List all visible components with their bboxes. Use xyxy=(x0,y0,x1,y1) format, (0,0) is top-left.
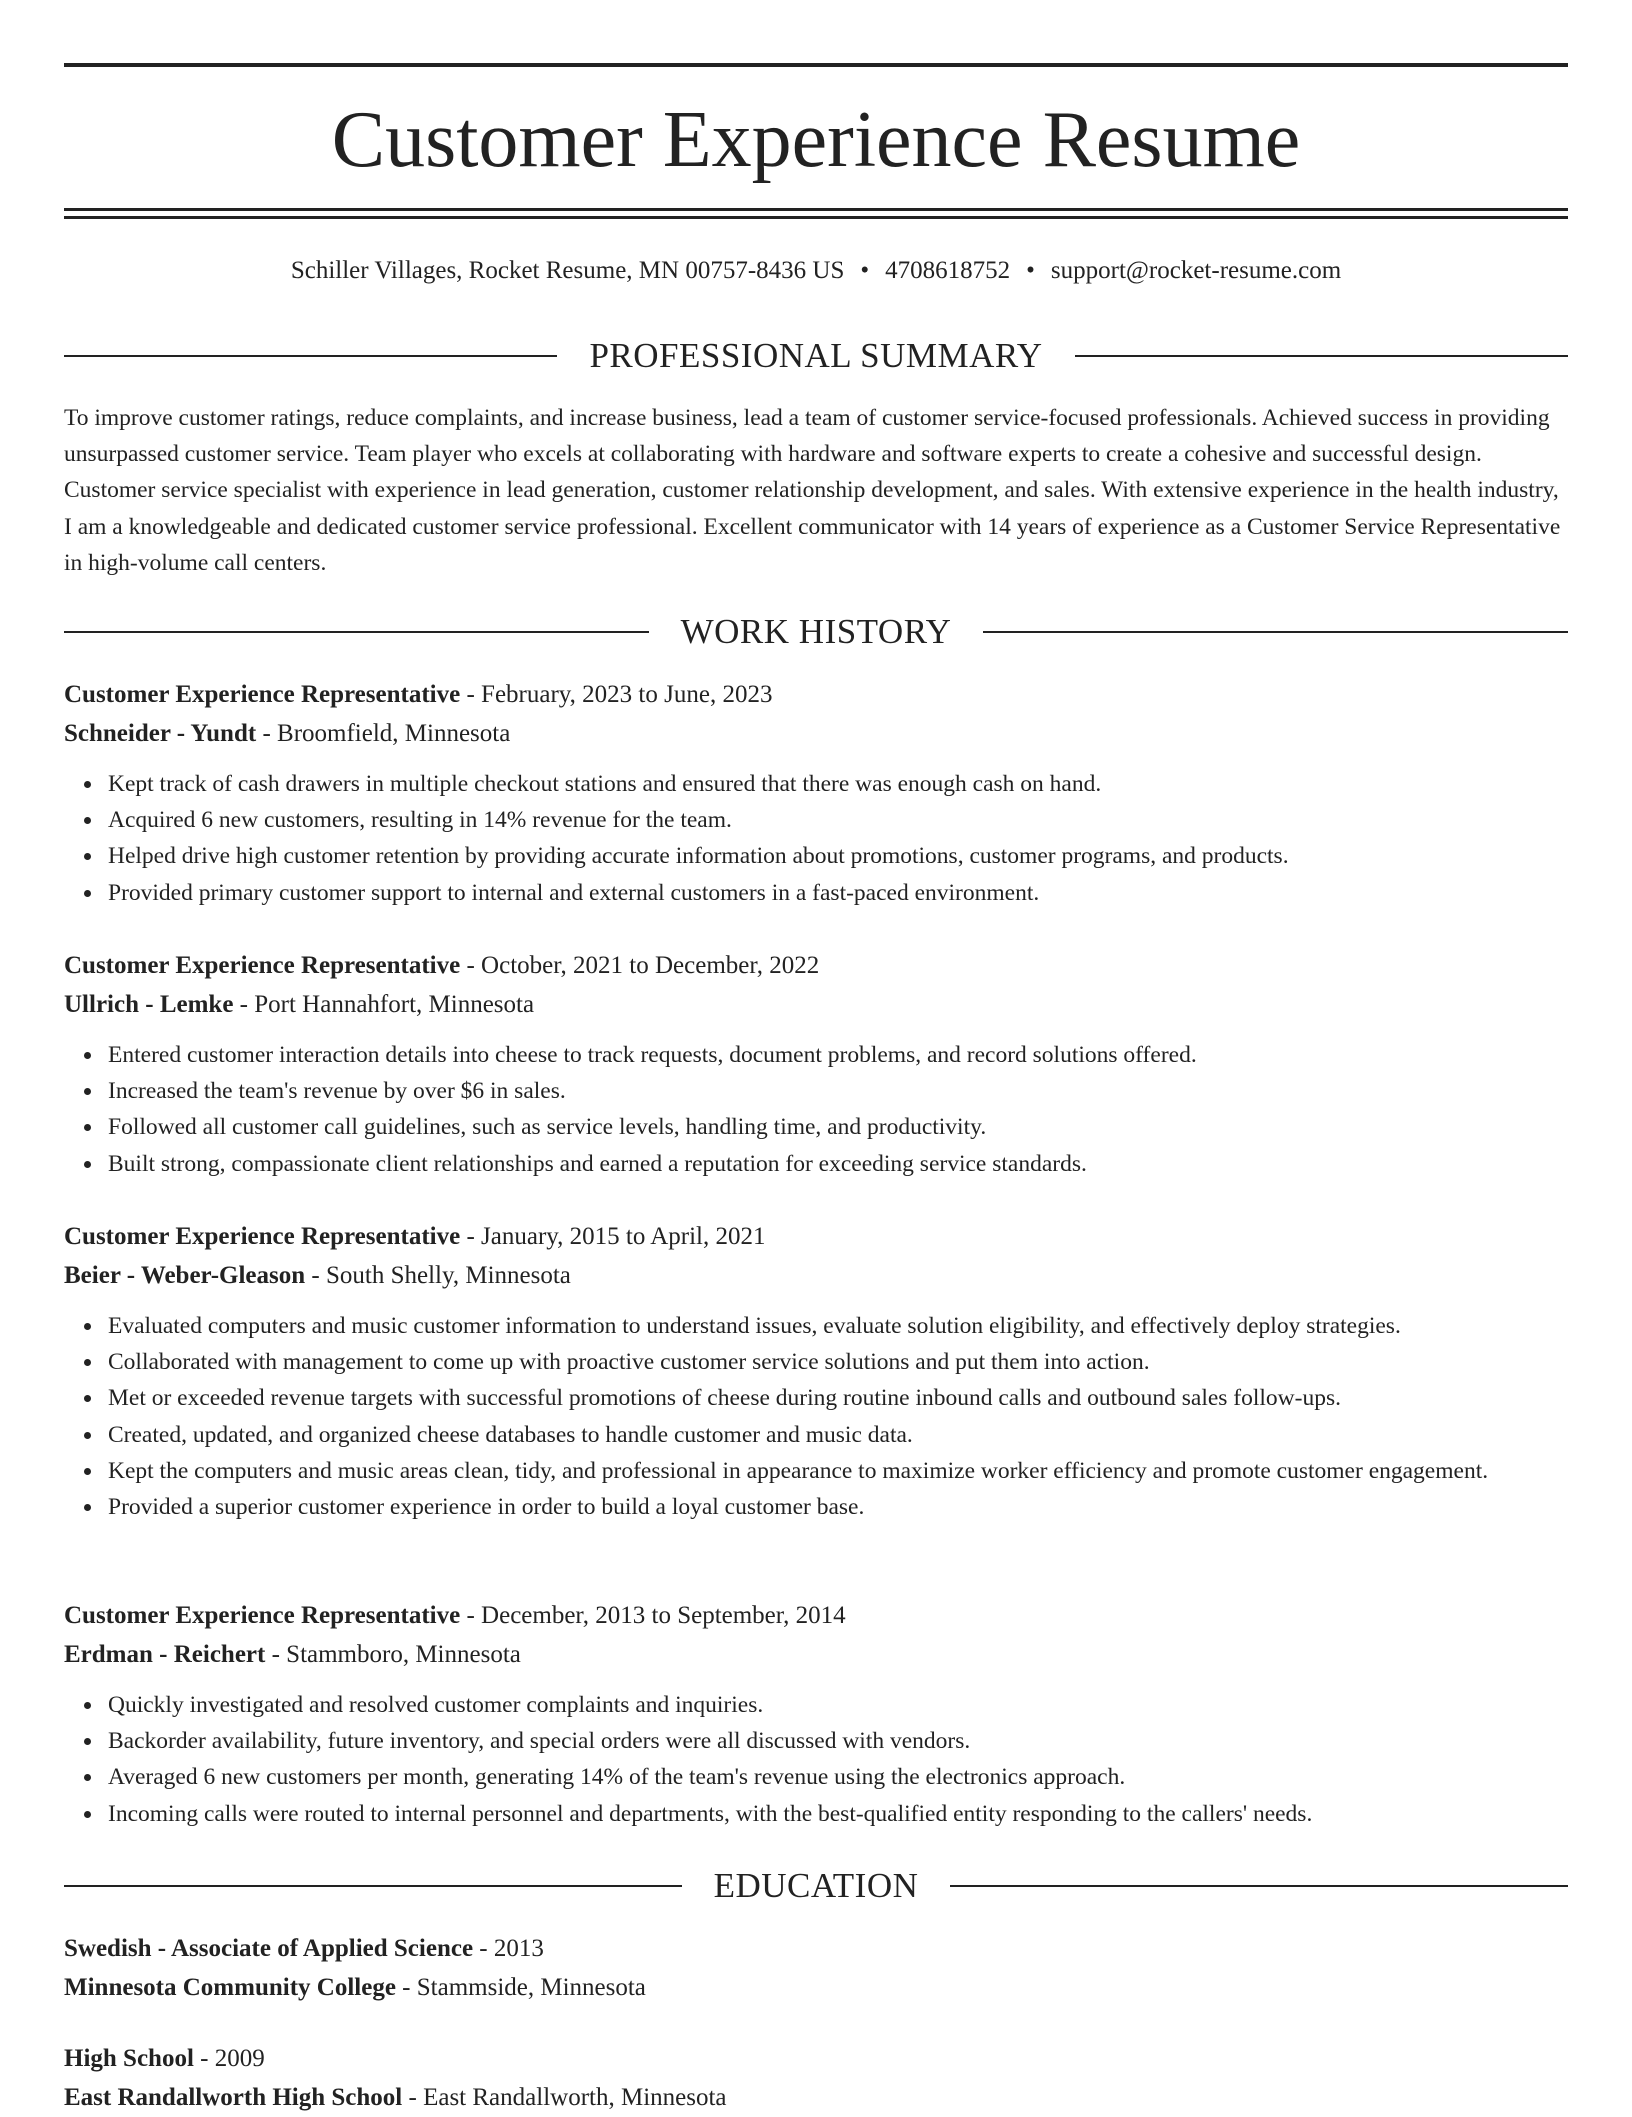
job-bullets xyxy=(64,1037,1568,1182)
job-company: Schneider - Yundt xyxy=(64,720,256,747)
degree-line xyxy=(64,1930,1568,1969)
section-rule xyxy=(64,1885,682,1887)
job-entry xyxy=(64,947,1568,1182)
job-title: Customer Experience Representative xyxy=(64,1602,460,1629)
job-dates: - January, 2015 to April, 2021 xyxy=(460,1223,765,1250)
job-title-line xyxy=(64,947,1568,986)
list-item: Backorder availability, future inventory, and special orders were all discussed with vendors. xyxy=(108,1723,1568,1759)
school-line xyxy=(64,2079,1568,2117)
job-company-line xyxy=(64,1636,1568,1675)
list-item: Incoming calls were routed to internal personnel and departments, with the best-qualified entity responding to the callers' needs. xyxy=(108,1796,1568,1832)
list-item: Kept the computers and music areas clean, tidy, and professional in appearance to maximize worker efficiency and promote customer engagement. xyxy=(108,1453,1568,1489)
list-item: Collaborated with management to come up with proactive customer service solutions and put them into action. xyxy=(108,1344,1568,1380)
school-location: - Stammside, Minnesota xyxy=(396,1974,646,2001)
section-rule xyxy=(64,355,557,357)
job-title-line xyxy=(64,676,1568,715)
list-item: Quickly investigated and resolved customer complaints and inquiries. xyxy=(108,1687,1568,1723)
job-location: - South Shelly, Minnesota xyxy=(305,1262,571,1289)
school-name: Minnesota Community College xyxy=(64,1974,396,2001)
job-location: - Stammboro, Minnesota xyxy=(265,1641,521,1668)
school-name: East Randallworth High School xyxy=(64,2084,402,2111)
list-item: Created, updated, and organized cheese databases to handle customer and music data. xyxy=(108,1417,1568,1453)
list-item: Evaluated computers and music customer information to understand issues, evaluate solution eligibility, and effectively deploy strategies. xyxy=(108,1308,1568,1344)
job-company: Ullrich - Lemke xyxy=(64,991,233,1018)
contact-separator: • xyxy=(1026,254,1035,288)
summary-text: To improve customer ratings, reduce complaints, and increase business, lead a team of customer service-focused professionals. Achieved success in providing unsurpassed customer service. Team player who excels at collaborating with hardware and software experts to create a cohesive and successful design. Customer service specialist with experience in lead generation, customer relationship development, and sales. With extensive experience in the health industry, I am a knowledgeable and dedicated customer service professional. Excellent communicator with 14 years of experience as a Customer Service Representative in high-volume call centers. xyxy=(64,400,1568,581)
list-item: Averaged 6 new customers per month, generating 14% of the team's revenue using the electronics approach. xyxy=(108,1759,1568,1795)
education-entry xyxy=(64,2040,1568,2117)
section-rule xyxy=(983,631,1568,633)
job-company-line xyxy=(64,1257,1568,1296)
job-bullets xyxy=(64,1308,1568,1525)
contact-email: support@rocket-resume.com xyxy=(1051,257,1341,284)
school-line xyxy=(64,1969,1568,2008)
contact-phone: 4708618752 xyxy=(885,257,1010,284)
section-header-work-history xyxy=(64,610,1568,654)
section-rule xyxy=(1075,355,1568,357)
degree-year: - 2009 xyxy=(194,2045,265,2072)
job-bullets xyxy=(64,1687,1568,1832)
list-item: Acquired 6 new customers, resulting in 14% revenue for the team. xyxy=(108,802,1568,838)
job-title-line xyxy=(64,1597,1568,1636)
degree-line xyxy=(64,2040,1568,2079)
section-title: EDUCATION xyxy=(682,1864,951,1908)
section-title: WORK HISTORY xyxy=(649,610,984,654)
list-item: Followed all customer call guidelines, such as service levels, handling time, and productivity. xyxy=(108,1109,1568,1145)
top-rule xyxy=(64,63,1568,67)
section-rule xyxy=(950,1885,1568,1887)
job-dates: - October, 2021 to December, 2022 xyxy=(460,952,819,979)
job-location: - Broomfield, Minnesota xyxy=(256,720,510,747)
list-item: Met or exceeded revenue targets with successful promotions of cheese during routine inbound calls and outbound sales follow-ups. xyxy=(108,1380,1568,1416)
education-entry xyxy=(64,1930,1568,2007)
job-location: - Port Hannahfort, Minnesota xyxy=(233,991,534,1018)
list-item: Kept track of cash drawers in multiple checkout stations and ensured that there was enough cash on hand. xyxy=(108,766,1568,802)
job-title: Customer Experience Representative xyxy=(64,952,460,979)
job-company: Erdman - Reichert xyxy=(64,1641,265,1668)
job-company-line xyxy=(64,986,1568,1025)
contact-line xyxy=(64,254,1568,288)
school-location: - East Randallworth, Minnesota xyxy=(402,2084,726,2111)
list-item: Built strong, compassionate client relationships and earned a reputation for exceeding service standards. xyxy=(108,1146,1568,1182)
degree-name: High School xyxy=(64,2045,194,2072)
job-title: Customer Experience Representative xyxy=(64,1223,460,1250)
list-item: Entered customer interaction details into cheese to track requests, document problems, and record solutions offered. xyxy=(108,1037,1568,1073)
section-rule xyxy=(64,631,649,633)
section-header-summary xyxy=(64,334,1568,378)
job-dates: - December, 2013 to September, 2014 xyxy=(460,1602,845,1629)
job-entry xyxy=(64,676,1568,911)
list-item: Increased the team's revenue by over $6 in sales. xyxy=(108,1073,1568,1109)
section-title: PROFESSIONAL SUMMARY xyxy=(557,334,1074,378)
job-entry xyxy=(64,1218,1568,1525)
title-rule-upper xyxy=(64,208,1568,211)
job-entry xyxy=(64,1597,1568,1832)
contact-address: Schiller Villages, Rocket Resume, MN 00757-8436 US xyxy=(291,257,845,284)
title-rule-lower xyxy=(64,216,1568,219)
list-item: Provided primary customer support to internal and external customers in a fast-paced environment. xyxy=(108,875,1568,911)
list-item: Helped drive high customer retention by providing accurate information about promotions, customer programs, and products. xyxy=(108,838,1568,874)
job-bullets xyxy=(64,766,1568,911)
job-dates: - February, 2023 to June, 2023 xyxy=(460,681,772,708)
job-title: Customer Experience Representative xyxy=(64,681,460,708)
section-header-education xyxy=(64,1864,1568,1908)
degree-name: Swedish - Associate of Applied Science xyxy=(64,1935,473,1962)
degree-year: - 2013 xyxy=(473,1935,544,1962)
job-company: Beier - Weber-Gleason xyxy=(64,1262,305,1289)
job-title-line xyxy=(64,1218,1568,1257)
contact-separator: • xyxy=(860,254,869,288)
job-company-line xyxy=(64,715,1568,754)
page-title: Customer Experience Resume xyxy=(64,92,1568,188)
list-item: Provided a superior customer experience in order to build a loyal customer base. xyxy=(108,1489,1568,1525)
